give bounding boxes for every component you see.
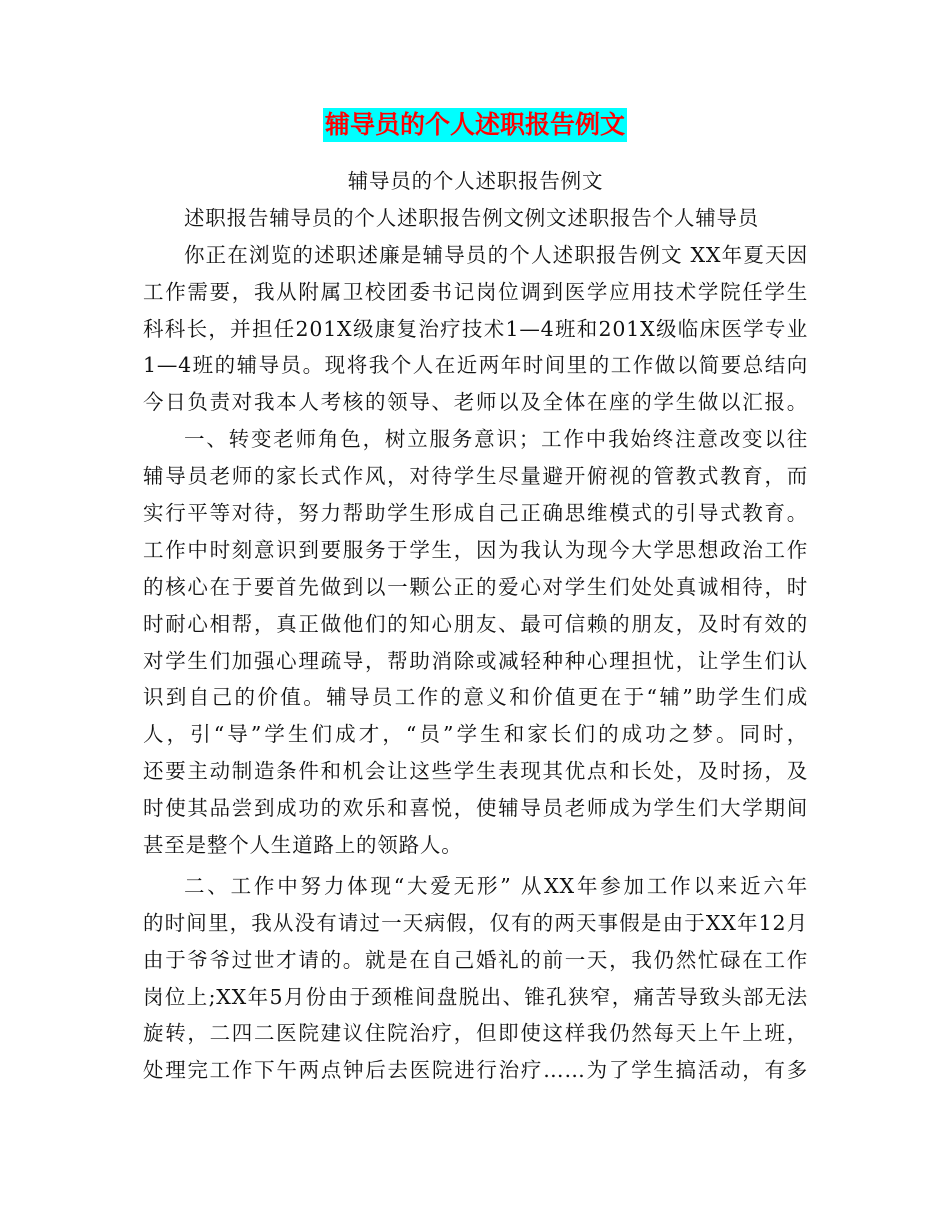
text-line: 工作需要，我从附属卫校团委书记岗位调到医学应用技术学院任学生 bbox=[143, 279, 808, 304]
document-body bbox=[143, 163, 808, 1089]
document-title: 辅导员的个人述职报告例文 bbox=[323, 108, 627, 142]
text-line: 1—4班的辅导员。现将我个人在近两年时间里的工作做以简要总结向 bbox=[143, 353, 808, 378]
text-line: 人，引“导”学生们成才，“员”学生和家长们的成功之梦。同时， bbox=[143, 722, 808, 747]
text-line: 时使其品尝到成功的欢乐和喜悦，使辅导员老师成为学生们大学期间 bbox=[143, 796, 808, 821]
text-line: 一、转变老师角色，树立服务意识；工作中我始终注意改变以往 bbox=[184, 427, 808, 452]
text-line: 岗位上;XX年5月份由于颈椎间盘脱出、锥孔狭窄，痛苦导致头部无法 bbox=[143, 984, 808, 1009]
subtitle: 辅导员的个人述职报告例文 bbox=[347, 169, 604, 193]
text-line: 述职报告辅导员的个人述职报告例文例文述职报告个人辅导员 bbox=[184, 205, 760, 230]
text-line: 科科长，并担任201X级康复治疗技术1—4班和201X级临床医学专业 bbox=[143, 316, 808, 341]
text-line: 你正在浏览的述职述廉是辅导员的个人述职报告例文 XX年夏天因 bbox=[184, 242, 808, 267]
title-wrap bbox=[0, 108, 950, 142]
text-line: 二、工作中努力体现“大爱无形” 从XX年参加工作以来近六年 bbox=[184, 873, 808, 898]
text-line: 旋转，二四二医院建议住院治疗，但即使这样我仍然每天上午上班， bbox=[143, 1021, 808, 1046]
text-line: 辅导员老师的家长式作风，对待学生尽量避开俯视的管教式教育，而 bbox=[143, 464, 808, 489]
text-line: 实行平等对待，努力帮助学生形成自己正确思维模式的引导式教育。 bbox=[143, 501, 808, 526]
text-line: 由于爷爷过世才请的。就是在自己婚礼的前一天，我仍然忙碌在工作 bbox=[143, 947, 808, 972]
text-line: 识到自己的价值。辅导员工作的意义和价值更在于“辅”助学生们成 bbox=[143, 685, 808, 710]
text-line: 还要主动制造条件和机会让这些学生表现其优点和长处，及时扬，及 bbox=[143, 759, 808, 784]
text-line: 对学生们加强心理疏导，帮助消除或减轻种种心理担忧，让学生们认 bbox=[143, 648, 808, 673]
text-line: 工作中时刻意识到要服务于学生，因为我认为现今大学思想政治工作 bbox=[143, 537, 808, 562]
text-line: 时耐心相帮，真正做他们的知心朋友、最可信赖的朋友，及时有效的 bbox=[143, 611, 808, 636]
text-line: 的时间里，我从没有请过一天病假，仅有的两天事假是由于XX年12月 bbox=[143, 910, 808, 935]
text-line: 甚至是整个人生道路上的领路人。 bbox=[143, 833, 463, 858]
text-line: 的核心在于要首先做到以一颗公正的爱心对学生们处处真诚相待，时 bbox=[143, 574, 808, 599]
text-line: 处理完工作下午两点钟后去医院进行治疗……为了学生搞活动，有多 bbox=[143, 1058, 808, 1083]
text-line: 今日负责对我本人考核的领导、老师以及全体在座的学生做以汇报。 bbox=[143, 390, 808, 415]
